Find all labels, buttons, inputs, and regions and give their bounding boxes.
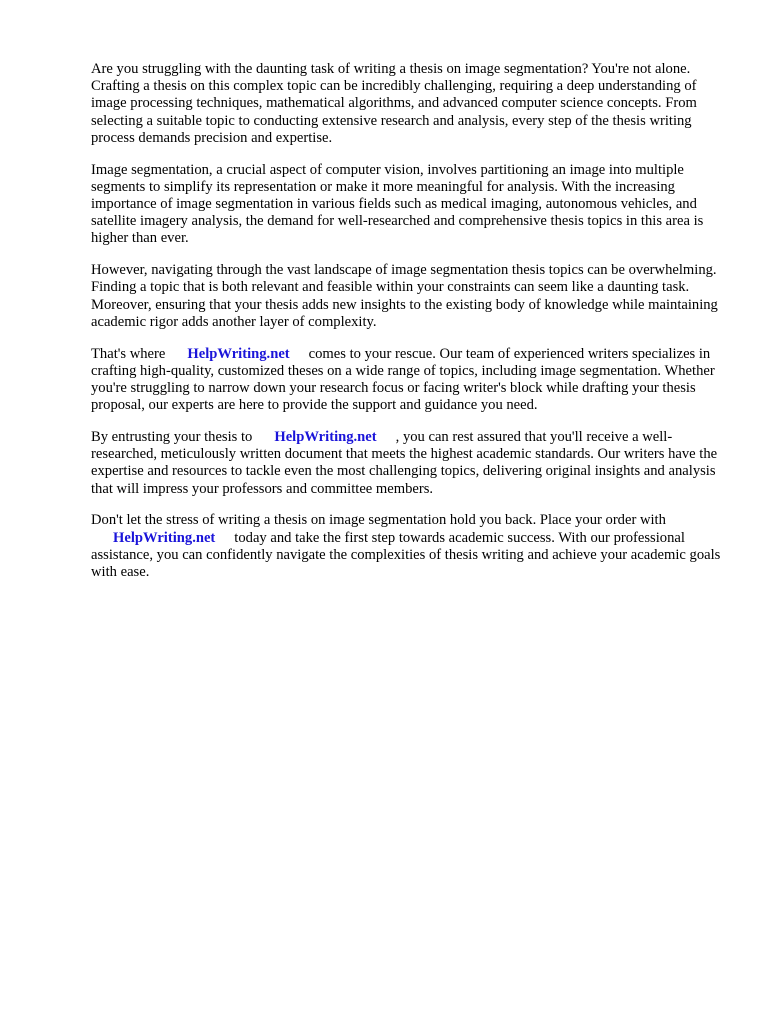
helpwriting-link-2[interactable]: HelpWriting.net xyxy=(274,429,377,446)
paragraph-rescue-rest: comes to your rescue. Our team of experienced writers specializes in crafting high-quality, customized theses on a wide range of topics, including image segmentation. Whether you're struggling to narrow down your research focus or facing writer's block while drafting your thesis proposal, our experts are here to provide the support and guidance you need. xyxy=(91,345,715,414)
helpwriting-link-1[interactable]: HelpWriting.net xyxy=(187,345,290,362)
paragraph-rescue xyxy=(91,346,727,415)
paragraph-entrust-lead: By entrusting your thesis to xyxy=(91,429,253,446)
paragraph-order xyxy=(91,512,727,581)
paragraph-definition: Image segmentation, a crucial aspect of computer vision, involves partitioning an image into multiple segments to simplify its representation or make it more meaningful for analysis. With the increasing importance of image segmentation in various fields such as medical imaging, autonomous vehicles, and satellite imagery analysis, the demand for well-researched and comprehensive thesis topics in this area is higher than ever. xyxy=(91,161,704,247)
paragraph-challenge: However, navigating through the vast landscape of image segmentation thesis topics can be overwhelming. Finding a topic that is both relevant and feasible within your constraints can seem like a daunting task. Moreover, ensuring that your thesis adds new insights to the existing body of knowledge while maintaining academic rigor adds another layer of complexity. xyxy=(91,262,718,330)
document-body xyxy=(91,61,727,596)
paragraph-entrust xyxy=(91,429,727,498)
paragraph-entrust-rest: , you can rest assured that you'll receive a well-researched, meticulously written document that meets the highest academic standards. Our writers have the expertise and resources to tackle even the most challenging topics, delivering original insights and analysis that will impress your professors and committee members. xyxy=(91,429,718,497)
paragraph-order-lead: Don't let the stress of writing a thesis on image segmentation hold you back. Place your order with xyxy=(91,512,666,529)
paragraph-intro: Are you struggling with the daunting task of writing a thesis on image segmentation? You're not alone. Crafting a thesis on this complex topic can be incredibly challenging, requiring a deep understanding of image processing techniques, mathematical algorithms, and advanced computer science concepts. From selecting a suitable topic to conducting extensive research and analysis, every step of the thesis writing process demands precision and expertise. xyxy=(91,61,697,146)
helpwriting-link-3[interactable]: HelpWriting.net xyxy=(113,529,216,546)
paragraph-rescue-lead: That's where xyxy=(91,345,166,362)
paragraph-order-rest: today and take the first step towards academic success. With our professional assistance, you can confidently navigate the complexities of thesis writing and achieve your academic goals with ease. xyxy=(91,529,721,581)
